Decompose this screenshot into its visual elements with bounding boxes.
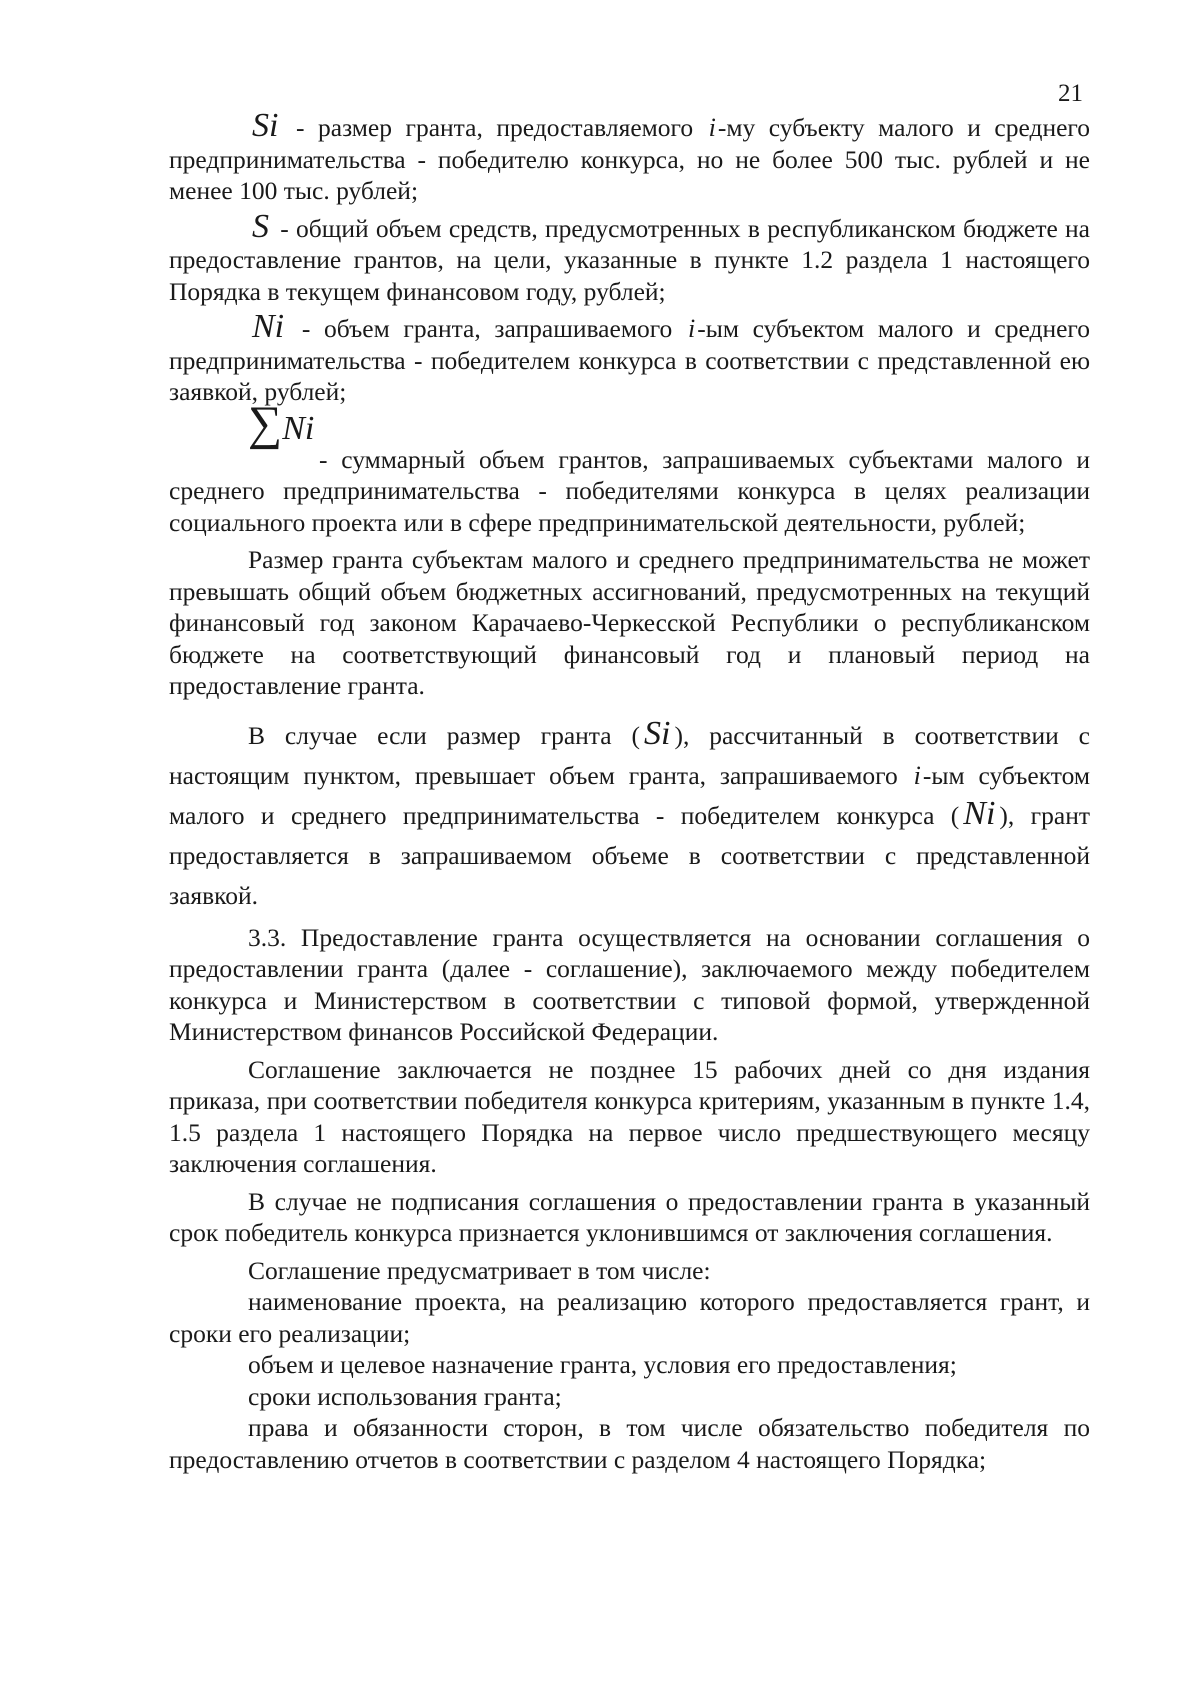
list-item-grant-volume [169, 1349, 1090, 1381]
list-item-project-name [169, 1286, 1090, 1349]
paren-close: ) [674, 720, 683, 750]
paragraph-text: Соглашение заключается не позднее 15 рабочих дней со дня издания приказа, при соответствии победителя конкурса критериям, указанным в пункте 1.4, 1.5 раздела 1 настоящего Порядка на первое число предшествующего месяцу заключения соглашения. [169, 1054, 1090, 1178]
formula-s: S [252, 207, 269, 245]
paragraph-text: наименование проекта, на реализацию которого предоставляется грант, и сроки его реализации; [169, 1287, 1090, 1348]
formula-sum-ni [248, 396, 315, 450]
paragraph-grant-exceeds [169, 716, 1090, 916]
paragraph-text: , грант предоставляется в запрашиваемом объеме в соответствии с представленной заявкой. [169, 800, 1090, 910]
formula-si: Si [252, 107, 279, 144]
paragraph-text: - общий объем средств, предусмотренных в республиканском бюджете на предоставление грантов, на цели, указанные в пункте 1.2 раздела 1 настоящего Порядка в текущем финансовом году, рублей; [169, 213, 1090, 306]
paragraph-text: - объем гранта, запрашиваемого [288, 314, 686, 343]
paragraph-si-definition [169, 107, 1090, 207]
paragraph-agreement-includes [169, 1255, 1090, 1287]
paragraph-text: Размер гранта субъектам малого и среднего предпринимательства не может превышать общий объем бюджетных ассигнований, предусмотренных на текущий финансовый год законом Карачаево-Черкесской Республики о республиканском бюджете на соответствующий финансовый год и плановый период на предоставление гранта. [169, 545, 1090, 700]
page-number: 21 [1058, 80, 1083, 107]
sigma-symbol: ∑ [248, 396, 283, 450]
formula-i: i [913, 760, 921, 790]
paragraph-text: -ым субъектом малого и среднего предпринимательства - победителем конкурса [169, 760, 1091, 830]
paragraph-ni-definition [169, 308, 1090, 408]
list-item-grant-usage-terms [169, 1381, 1090, 1413]
formula-ni: Ni [252, 308, 285, 345]
paragraph-text: , рассчитанный в соответствии с настоящим пунктом, превышает объем гранта, запрашиваемого [169, 720, 1090, 790]
paragraph-grant-limit [169, 544, 1090, 702]
paragraph-text: В случае если размер гранта [248, 720, 632, 750]
formula-si: Si [643, 714, 671, 752]
paren-open: ( [950, 800, 960, 830]
formula-ni: Ni [963, 794, 996, 832]
paragraph-s-definition [169, 207, 1090, 308]
sigma-formula-line [169, 396, 1090, 450]
paragraph-sum-ni-definition [169, 444, 1090, 539]
paragraph-text: - суммарный объем грантов, запрашиваемых субъектами малого и среднего предпринимательства - победителями конкурса в целях реализации социального проекта или в сфере предпринимательской деятельности, рублей; [169, 444, 1090, 537]
formula-i: i [708, 113, 716, 142]
paren-close: ) [999, 800, 1008, 830]
formula-i: i [687, 314, 696, 343]
list-item-rights-obligations [169, 1412, 1090, 1475]
paragraph-text: -му субъекту малого и среднего предпринимательства - победителю конкурса, но не более 500 тыс. рублей и не менее 100 тыс. рублей; [169, 113, 1090, 205]
paragraph-text: В случае не подписания соглашения о предоставлении гранта в указанный срок победитель конкурса признается уклонившимся от заключения соглашения. [169, 1186, 1090, 1247]
formula-ni: Ni [282, 409, 315, 447]
paragraph-text: 3.3. Предоставление гранта осуществляется на основании соглашения о предоставлении гранта (далее - соглашение), заключаемого между победителем конкурса и Министерством в соответствии с типовой формой, утвержденной Министерством финансов Российской Федерации. [169, 922, 1090, 1046]
paragraph-text: Соглашение предусматривает в том числе: [248, 1255, 711, 1285]
paragraph-text: -ым субъектом малого и среднего предпринимательства - победителем конкурса в соответствии с представленной ею заявкой, рублей; [169, 314, 1090, 406]
paragraph-text: объем и целевое назначение гранта, условия его предоставления; [248, 1350, 957, 1379]
paragraph-text: сроки использования гранта; [248, 1381, 562, 1411]
paragraph-text: - размер гранта, предоставляемого [282, 113, 707, 142]
paragraph-text: права и обязанности сторон, в том числе обязательство победителя по предоставлению отчетов в соответствии с разделом 4 настоящего Порядка; [169, 1413, 1090, 1474]
paragraph-3-3 [169, 922, 1090, 1048]
document-body [169, 107, 1091, 1475]
paren-open: ( [631, 720, 640, 750]
paragraph-agreement-terms [169, 1054, 1090, 1180]
paragraph-not-signed [169, 1186, 1090, 1249]
